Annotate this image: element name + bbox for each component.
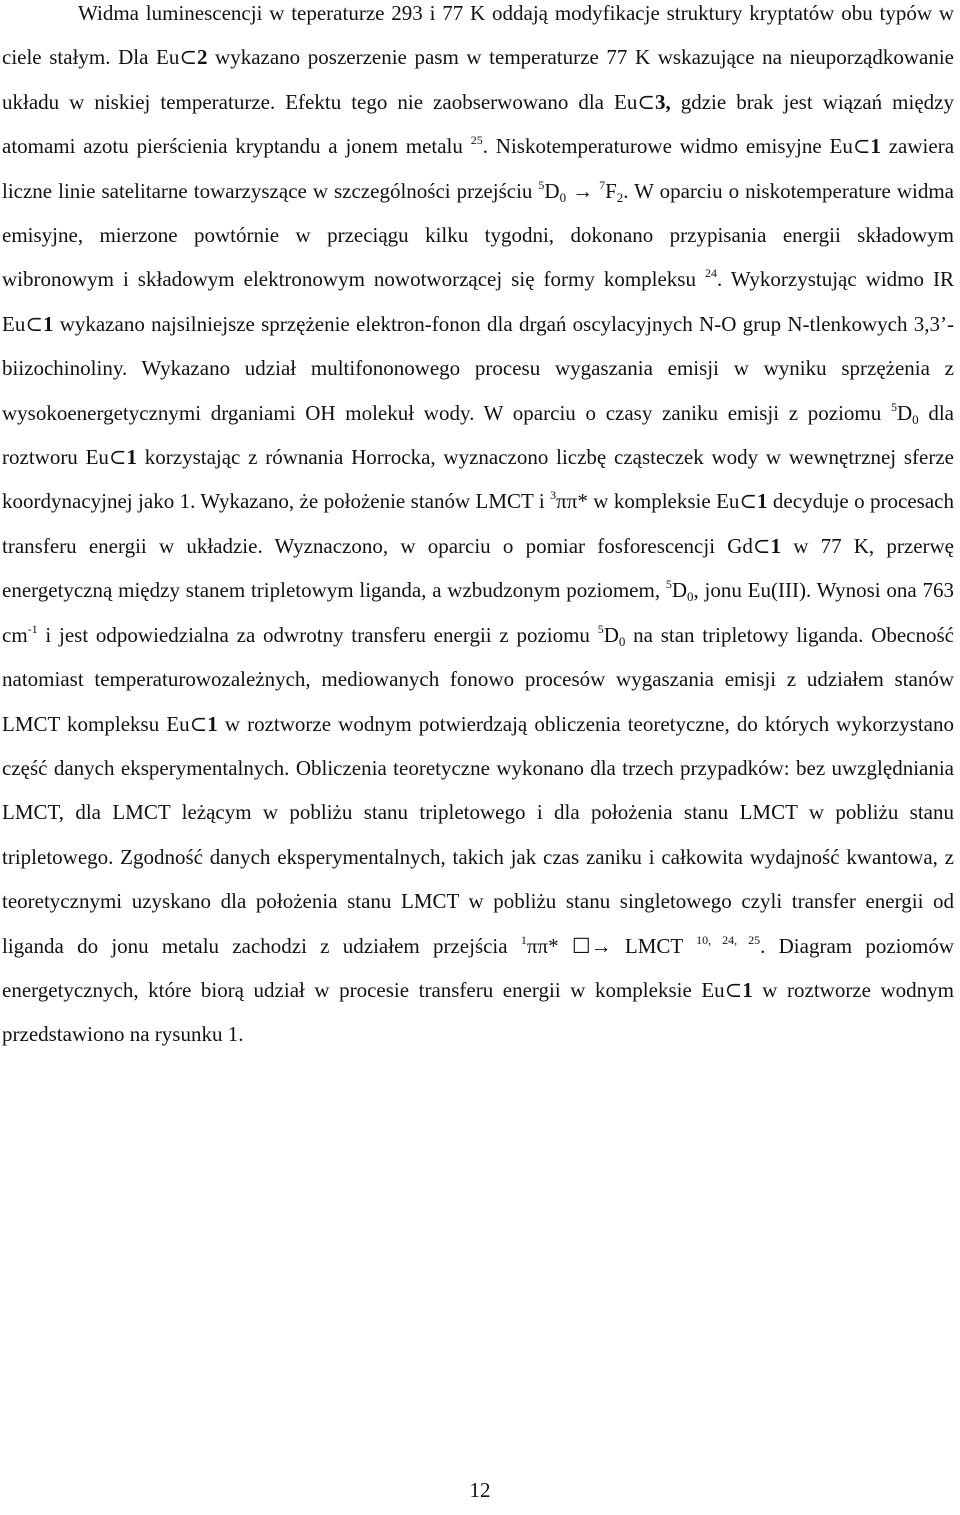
compound-number: 1 xyxy=(42,311,54,336)
compound-number: 1 xyxy=(870,134,881,159)
text-run: na stan tripletowy liganda. Obecność natomiast temperaturowozależnych, mediowanych fonowo procesów wygaszania emisji z udziałem stanów LMCT kompleksu Eu⊂ xyxy=(2,622,954,736)
text-run: wykazano poszerzenie pasm w temperaturze 77 K wskazujące na nieuporządkowanie układu w niskiej temperaturze. Efektu tego nie zaobserwowano dla Eu⊂ xyxy=(2,45,954,114)
text-run: D xyxy=(544,178,560,203)
text-run: korzystając z równania Horrocka, wyznaczono liczbę cząsteczek wody w wewnętrznej sferze koordynacyjnej jako 1. Wykazano, że położenie stanów LMCT i xyxy=(2,445,954,514)
superscript: 7 xyxy=(599,177,606,192)
compound-number: 1 xyxy=(757,489,768,514)
superscript: 5 xyxy=(538,177,545,192)
superscript: 24 xyxy=(704,266,717,281)
text-run: → xyxy=(566,178,600,203)
text-run: . Wykorzystując widmo IR Eu⊂ xyxy=(2,267,955,336)
text-run: , jonu Eu(III). Wynosi ona 763 cm xyxy=(2,578,954,647)
compound-number: 1 xyxy=(770,533,781,558)
subscript: 0 xyxy=(687,589,694,605)
superscript: 25 xyxy=(470,133,483,148)
subscript: 0 xyxy=(559,189,567,205)
text-run: D xyxy=(603,622,619,647)
text-run: ππ* ☐→ LMCT xyxy=(526,933,697,958)
text-run: ππ* w kompleksie Eu⊂ xyxy=(556,489,758,514)
compound-number: 1 xyxy=(126,445,137,470)
superscript: 10, 24, 25 xyxy=(696,932,761,947)
text-run: D xyxy=(896,400,913,425)
text-run: i jest odpowiedzialna za odwrotny transferu energii z poziomu xyxy=(37,622,598,647)
subscript: 2 xyxy=(616,189,624,205)
superscript: 5 xyxy=(890,399,897,414)
superscript: -1 xyxy=(27,621,38,636)
text-run: F xyxy=(605,178,617,203)
compound-number: 1 xyxy=(207,711,218,736)
text-run: decyduje o procesach transferu energii w układzie. Wyznaczono, w oparciu o pomiar fosforescencji Gd⊂ xyxy=(2,489,954,558)
superscript: 5 xyxy=(597,621,604,636)
compound-number: 2 xyxy=(196,45,208,70)
superscript: 1 xyxy=(520,932,527,947)
compound-number: 1 xyxy=(742,977,753,1002)
text-run: Widma luminescencji w teperaturze 293 i 77 K oddają modyfikacje struktury kryptatów obu typów w ciele stałym. Dla Eu⊂ xyxy=(2,1,954,70)
compound-number: 3, xyxy=(654,89,671,114)
text-run: w roztworze wodnym potwierdzają obliczenia teoretyczne, do których wykorzystano część danych eksperymentalnych. Obliczenia teoretyczne wykonano dla trzech przypadków: bez uwzględniania LMCT, dla LMCT leżącym w pobliżu stanu tripletowego i dla położenia stanu LMCT w pobliżu stanu tripletowego. Zgodność danych eksperymentalnych, takich jak czas zaniku i całkowita wydajność kwantowa, z teoretycznymi uzyskano dla położenia stanu LMCT w pobliżu stanu singletowego czyli transfer energii od liganda do jonu metalu zachodzi z udziałem przejścia xyxy=(2,711,954,958)
superscript: 5 xyxy=(665,577,672,592)
page-number: 12 xyxy=(469,1478,491,1502)
body-paragraph xyxy=(2,0,954,1057)
text-run: w 77 K, przerwę energetyczną między stanem tripletowym liganda, a wzbudzonym poziomem, xyxy=(2,533,955,603)
text-run: w roztworze wodnym przedstawiono na rysunku 1. xyxy=(2,977,954,1047)
subscript: 0 xyxy=(618,633,626,649)
text-run: D xyxy=(671,578,688,603)
text-run: dla roztworu Eu⊂ xyxy=(2,400,955,470)
text-run: zawiera liczne linie satelitarne towarzyszące w szczególności przejściu xyxy=(2,134,955,203)
text-run: . W oparciu o niskotemperature widma emisyjne, mierzone powtórnie w przeciągu kilku tygodni, dokonano przypisania energii składowym wibronowym i składowym elektronowym nowotworzącej się formy kompleksu xyxy=(2,178,954,292)
text-run: gdzie brak jest wiązań między atomami azotu pierścienia kryptandu a jonem metalu xyxy=(2,89,954,159)
text-run: wykazano najsilniejsze sprzężenie elektron-fonon dla drgań oscylacyjnych N-O grup N-tlenkowych 3,3’-biizochinoliny. Wykazano udział multifononowego procesu wygaszania emisji w wyniku sprzężenia z wysokoenergetycznymi drganiami OH molekuł wody. W oparciu o czasy zaniku emisji z poziomu xyxy=(2,311,954,425)
superscript: 3 xyxy=(550,488,557,503)
subscript: 0 xyxy=(912,411,919,427)
text-run: . Diagram poziomów energetycznych, które biorą udział w procesie transferu energii w kompleksie Eu⊂ xyxy=(2,933,955,1002)
text-run: . Niskotemperaturowe widmo emisyjne Eu⊂ xyxy=(482,134,871,159)
